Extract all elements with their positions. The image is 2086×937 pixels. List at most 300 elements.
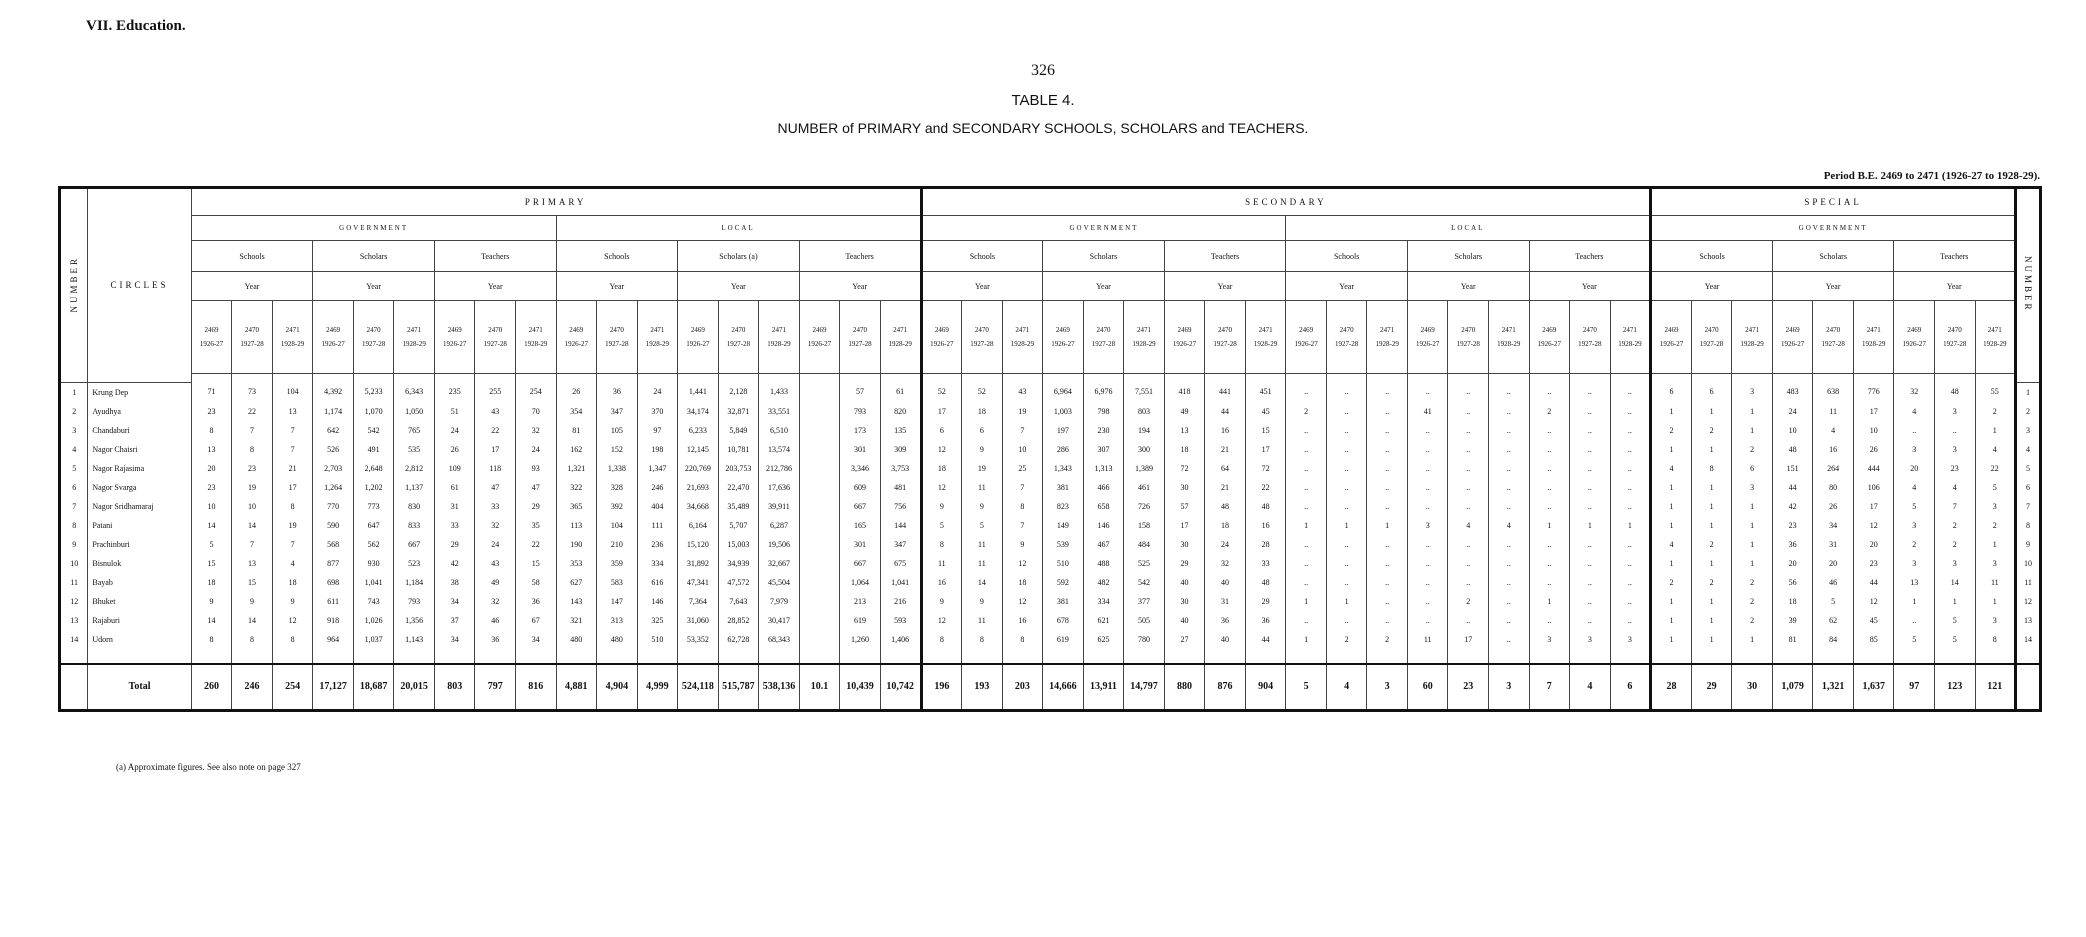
- total-cell: 4,999: [637, 664, 678, 711]
- data-cell: ..: [1367, 611, 1408, 630]
- year-column-header: [1448, 301, 1489, 374]
- header-spacer: [516, 374, 557, 383]
- data-cell: 152: [597, 440, 638, 459]
- data-cell: 3: [1732, 382, 1773, 402]
- total-number-cell-right: [2016, 664, 2041, 711]
- data-cell: 12: [921, 611, 962, 630]
- spacer-cell: [434, 649, 475, 664]
- header-spacer: [475, 374, 516, 383]
- table-row: [60, 440, 2041, 459]
- year-ad: 1927-28: [1334, 340, 1359, 348]
- data-cell: 2: [1691, 535, 1732, 554]
- data-cell: 593: [880, 611, 921, 630]
- data-cell: 334: [637, 554, 678, 573]
- data-cell: 12: [272, 611, 313, 630]
- total-cell: 20,015: [394, 664, 435, 711]
- data-cell: 236: [637, 535, 678, 554]
- total-cell: 5: [1286, 664, 1327, 711]
- data-cell: 444: [1853, 459, 1894, 478]
- spacer-cell: [1245, 649, 1286, 664]
- spacer-cell: [191, 649, 232, 664]
- spacer-cell: [799, 649, 840, 664]
- data-cell: 165: [840, 516, 881, 535]
- total-number-cell: [60, 664, 88, 711]
- data-cell: 18: [1002, 573, 1043, 592]
- data-cell: 562: [353, 535, 394, 554]
- year-column-header: [1975, 301, 2016, 374]
- data-cell: 743: [353, 592, 394, 611]
- data-cell: 48: [1934, 382, 1975, 402]
- data-cell: 481: [880, 478, 921, 497]
- data-cell: ..: [1529, 421, 1570, 440]
- data-cell: 526: [313, 440, 354, 459]
- data-cell: 8: [921, 630, 962, 649]
- data-cell: 619: [840, 611, 881, 630]
- header-spacer: [1448, 374, 1489, 383]
- data-cell: 5,707: [718, 516, 759, 535]
- header-spacer: [232, 374, 273, 383]
- data-cell: 48: [1205, 497, 1246, 516]
- data-cell: 877: [313, 554, 354, 573]
- year-column-header: [1286, 301, 1327, 374]
- data-cell: 765: [394, 421, 435, 440]
- data-cell: 7: [272, 535, 313, 554]
- data-cell: 583: [597, 573, 638, 592]
- spacer-cell: [516, 649, 557, 664]
- group-special: SPECIAL: [1651, 188, 2016, 216]
- data-cell: 2: [1691, 421, 1732, 440]
- total-cell: 7: [1529, 664, 1570, 711]
- total-cell: 17,127: [313, 664, 354, 711]
- data-cell: 1: [1651, 516, 1692, 535]
- year-be: 2469: [326, 326, 341, 334]
- year-be: 2469: [1542, 326, 1557, 334]
- spacer-cell: [1570, 649, 1611, 664]
- data-cell: 1: [1975, 421, 2016, 440]
- year-column-header: [1610, 301, 1651, 374]
- data-cell: ..: [1489, 402, 1530, 421]
- data-cell: 377: [1124, 592, 1165, 611]
- data-cell: 212,786: [759, 459, 800, 478]
- data-cell: 6: [1732, 459, 1773, 478]
- data-cell: 1: [1651, 402, 1692, 421]
- data-cell: 16: [1205, 421, 1246, 440]
- data-cell: 19: [232, 478, 273, 497]
- spacer-cell: [962, 649, 1003, 664]
- data-cell: 71: [191, 382, 232, 402]
- data-cell: 24: [1205, 535, 1246, 554]
- spacer-cell: [1529, 649, 1570, 664]
- year-column-header: [1570, 301, 1611, 374]
- data-cell: 9: [962, 497, 1003, 516]
- year-be: 2471: [1136, 326, 1151, 334]
- data-cell: ..: [1489, 573, 1530, 592]
- year-ad: 1926-27: [1416, 340, 1440, 348]
- data-cell: 16: [921, 573, 962, 592]
- data-cell: 34: [516, 630, 557, 649]
- data-cell: 23: [191, 478, 232, 497]
- spacer-cell: [394, 649, 435, 664]
- year-label: Year: [1043, 272, 1165, 301]
- data-cell: ..: [1610, 402, 1651, 421]
- year-be: 2470: [1218, 326, 1233, 334]
- data-cell: [799, 611, 840, 630]
- data-cell: 12: [921, 440, 962, 459]
- data-cell: 9: [962, 440, 1003, 459]
- row-number-right: 7: [2016, 497, 2041, 516]
- year-column-header: [759, 301, 800, 374]
- year-be: 2469: [1907, 326, 1922, 334]
- data-cell: 8: [232, 630, 273, 649]
- data-cell: 6,164: [678, 516, 719, 535]
- data-cell: ..: [1367, 440, 1408, 459]
- total-cell: 30: [1732, 664, 1773, 711]
- data-cell: 146: [1083, 516, 1124, 535]
- year-column-header: [799, 301, 840, 374]
- group-secondary: SECONDARY: [921, 188, 1651, 216]
- data-cell: 15: [232, 573, 273, 592]
- data-cell: 30: [1164, 478, 1205, 497]
- circle-name: Udorn: [88, 630, 191, 649]
- data-cell: 7: [1002, 516, 1043, 535]
- data-cell: ..: [1407, 459, 1448, 478]
- spacer-cell: [1813, 649, 1854, 664]
- data-cell: ..: [1407, 421, 1448, 440]
- year-be: 2470: [609, 326, 624, 334]
- table-row: [60, 402, 2041, 421]
- row-number: 5: [60, 459, 88, 478]
- data-cell: ..: [1529, 611, 1570, 630]
- data-cell: 404: [637, 497, 678, 516]
- data-cell: 26: [1853, 440, 1894, 459]
- data-cell: [799, 592, 840, 611]
- primary-local-header: LOCAL: [556, 216, 921, 241]
- data-cell: 32,667: [759, 554, 800, 573]
- data-cell: 24: [475, 535, 516, 554]
- year-ad: 1927-28: [1091, 340, 1116, 348]
- data-cell: 6,287: [759, 516, 800, 535]
- data-cell: ..: [1570, 382, 1611, 402]
- data-cell: 776: [1853, 382, 1894, 402]
- data-cell: 194: [1124, 421, 1165, 440]
- year-column-header: [232, 301, 273, 374]
- year-column-header: [191, 301, 232, 374]
- year-label: Year: [921, 272, 1043, 301]
- year-be: 2469: [1785, 326, 1800, 334]
- data-cell: 17: [921, 402, 962, 421]
- number-header-right: [2016, 188, 2041, 383]
- spacer-cell: [1043, 649, 1084, 664]
- data-cell: 210: [597, 535, 638, 554]
- data-cell: 1: [1326, 592, 1367, 611]
- year-be: 2470: [853, 326, 868, 334]
- data-cell: 1: [1691, 440, 1732, 459]
- data-cell: 11: [962, 535, 1003, 554]
- data-cell: 220,769: [678, 459, 719, 478]
- subcolumn-schools: Schools: [556, 241, 678, 272]
- year-be: 2470: [245, 326, 260, 334]
- data-cell: 611: [313, 592, 354, 611]
- data-cell: 26: [556, 382, 597, 402]
- year-column-header: [718, 301, 759, 374]
- row-number-right: 6: [2016, 478, 2041, 497]
- year-ad: 1927-28: [1578, 340, 1602, 348]
- data-cell: ..: [1570, 421, 1611, 440]
- header-spacer: [353, 374, 394, 383]
- data-cell: 22: [475, 421, 516, 440]
- data-cell: 173: [840, 421, 881, 440]
- data-cell: 35,489: [718, 497, 759, 516]
- subcolumn-teachers: Teachers: [1894, 241, 2016, 272]
- header-spacer: [1326, 374, 1367, 383]
- year-ad: 1928-29: [1618, 340, 1642, 348]
- year-column-header: [1894, 301, 1935, 374]
- data-cell: 347: [597, 402, 638, 421]
- data-cell: 51: [434, 402, 475, 421]
- header-spacer: [1245, 374, 1286, 383]
- data-cell: 12,145: [678, 440, 719, 459]
- data-cell: 1,433: [759, 382, 800, 402]
- data-cell: 451: [1245, 382, 1286, 402]
- data-cell: 7: [232, 421, 273, 440]
- data-cell: 47: [475, 478, 516, 497]
- data-cell: 5: [1934, 611, 1975, 630]
- data-cell: ..: [1570, 554, 1611, 573]
- data-cell: 2: [1975, 402, 2016, 421]
- data-cell: 12: [1853, 516, 1894, 535]
- data-cell: 20: [1772, 554, 1813, 573]
- data-cell: 203,753: [718, 459, 759, 478]
- data-cell: 1: [1651, 497, 1692, 516]
- data-cell: 4: [1813, 421, 1854, 440]
- data-cell: 24: [434, 421, 475, 440]
- data-cell: ..: [1448, 497, 1489, 516]
- spacer-cell: [1124, 649, 1165, 664]
- data-cell: 43: [475, 554, 516, 573]
- data-cell: 1,174: [313, 402, 354, 421]
- data-cell: ..: [1489, 592, 1530, 611]
- total-cell: 524,118: [678, 664, 719, 711]
- data-cell: 143: [556, 592, 597, 611]
- data-cell: 3: [1529, 630, 1570, 649]
- data-cell: ..: [1286, 611, 1327, 630]
- data-cell: [799, 402, 840, 421]
- data-cell: ..: [1448, 554, 1489, 573]
- data-cell: 11: [962, 554, 1003, 573]
- year-be: 2470: [1947, 326, 1962, 334]
- data-cell: ..: [1448, 402, 1489, 421]
- data-cell: 81: [556, 421, 597, 440]
- total-cell: 880: [1164, 664, 1205, 711]
- data-cell: 678: [1043, 611, 1084, 630]
- spacer-cell: [1691, 649, 1732, 664]
- data-cell: 147: [597, 592, 638, 611]
- data-cell: 34,939: [718, 554, 759, 573]
- data-cell: 52: [962, 382, 1003, 402]
- data-cell: 11: [921, 554, 962, 573]
- year-be: 2471: [771, 326, 786, 334]
- data-cell: 8: [272, 630, 313, 649]
- spacer-cell: [1407, 649, 1448, 664]
- table-row: [60, 497, 2041, 516]
- data-cell: 9: [962, 592, 1003, 611]
- total-cell: 1,079: [1772, 664, 1813, 711]
- data-cell: 17: [1853, 497, 1894, 516]
- data-cell: 833: [394, 516, 435, 535]
- spacer-cell: [232, 649, 273, 664]
- data-cell: ..: [1489, 497, 1530, 516]
- data-cell: ..: [1326, 402, 1367, 421]
- data-cell: ..: [1610, 421, 1651, 440]
- data-cell: 27: [1164, 630, 1205, 649]
- year-be: 2469: [569, 326, 584, 334]
- circle-name: Chandaburi: [88, 421, 191, 440]
- data-cell: 61: [880, 382, 921, 402]
- data-cell: 1,037: [353, 630, 394, 649]
- data-cell: 42: [1772, 497, 1813, 516]
- data-cell: 1: [1732, 630, 1773, 649]
- data-cell: 16: [1813, 440, 1854, 459]
- data-cell: 2: [1732, 440, 1773, 459]
- year-column-header: [678, 301, 719, 374]
- year-be: 2471: [1866, 326, 1881, 334]
- data-cell: 151: [1772, 459, 1813, 478]
- data-cell: 47,572: [718, 573, 759, 592]
- year-be: 2469: [1055, 326, 1070, 334]
- data-cell: ..: [1367, 478, 1408, 497]
- data-cell: ..: [1367, 535, 1408, 554]
- data-cell: 21: [272, 459, 313, 478]
- data-cell: 18: [1772, 592, 1813, 611]
- data-cell: ..: [1407, 592, 1448, 611]
- data-cell: 1: [1529, 516, 1570, 535]
- data-cell: 5,233: [353, 382, 394, 402]
- data-cell: 1: [1691, 554, 1732, 573]
- spacer-cell: [1975, 649, 2016, 664]
- data-cell: ..: [1407, 382, 1448, 402]
- header-spacer: [880, 374, 921, 383]
- data-cell: ..: [1286, 535, 1327, 554]
- spacer-cell: [597, 649, 638, 664]
- data-cell: 46: [1813, 573, 1854, 592]
- data-cell: 3: [1610, 630, 1651, 649]
- spacer-cell: [1286, 649, 1327, 664]
- total-cell: 121: [1975, 664, 2016, 711]
- data-cell: 31: [1205, 592, 1246, 611]
- data-cell: 1,064: [840, 573, 881, 592]
- data-cell: 1: [1691, 497, 1732, 516]
- data-cell: 5,849: [718, 421, 759, 440]
- data-cell: 7,643: [718, 592, 759, 611]
- data-cell: [799, 382, 840, 402]
- total-cell: 4: [1570, 664, 1611, 711]
- total-cell: 515,787: [718, 664, 759, 711]
- data-cell: 2: [1732, 573, 1773, 592]
- total-cell: 196: [921, 664, 962, 711]
- data-cell: 13: [191, 440, 232, 459]
- data-cell: 3: [1570, 630, 1611, 649]
- total-cell: 4,881: [556, 664, 597, 711]
- data-cell: 5: [1894, 630, 1935, 649]
- table-row: [60, 573, 2041, 592]
- data-cell: 2,812: [394, 459, 435, 478]
- total-cell: 13,911: [1083, 664, 1124, 711]
- data-cell: 28,852: [718, 611, 759, 630]
- data-cell: 1,137: [394, 478, 435, 497]
- year-column-header: [272, 301, 313, 374]
- data-cell: 44: [1772, 478, 1813, 497]
- data-cell: 21: [1205, 440, 1246, 459]
- year-column-header: [1367, 301, 1408, 374]
- total-cell: 10.1: [799, 664, 840, 711]
- data-cell: 11: [962, 611, 1003, 630]
- data-cell: 39,911: [759, 497, 800, 516]
- spacer-cell: [1489, 649, 1530, 664]
- data-cell: 6: [1651, 382, 1692, 402]
- circle-name: Ayudhya: [88, 402, 191, 421]
- data-cell: 6,233: [678, 421, 719, 440]
- data-cell: 17: [1245, 440, 1286, 459]
- data-cell: 6,510: [759, 421, 800, 440]
- data-cell: 34: [1813, 516, 1854, 535]
- data-cell: ..: [1367, 573, 1408, 592]
- data-cell: 1: [1651, 592, 1692, 611]
- data-cell: 381: [1043, 592, 1084, 611]
- data-cell: ..: [1407, 440, 1448, 459]
- section-heading: VII. Education.: [86, 18, 186, 34]
- row-number-right: 9: [2016, 535, 2041, 554]
- data-cell: 1: [1934, 592, 1975, 611]
- total-label: Total: [88, 664, 191, 711]
- year-label: Year: [799, 272, 921, 301]
- data-cell: 2: [1448, 592, 1489, 611]
- data-cell: 1: [1651, 478, 1692, 497]
- spacer-cell: [1772, 649, 1813, 664]
- data-cell: 381: [1043, 478, 1084, 497]
- data-cell: 16: [1245, 516, 1286, 535]
- data-cell: 36: [475, 630, 516, 649]
- data-cell: ..: [1448, 535, 1489, 554]
- table-row: [60, 630, 2041, 649]
- header-spacer: [1286, 374, 1327, 383]
- spacer-cell: [1367, 649, 1408, 664]
- data-cell: 13,574: [759, 440, 800, 459]
- data-cell: 300: [1124, 440, 1165, 459]
- total-cell: 4,904: [597, 664, 638, 711]
- year-column-header: [313, 301, 354, 374]
- year-column-header: [880, 301, 921, 374]
- data-cell: 144: [880, 516, 921, 535]
- data-cell: 30,417: [759, 611, 800, 630]
- data-cell: 1,264: [313, 478, 354, 497]
- data-cell: 15,120: [678, 535, 719, 554]
- data-cell: 1,441: [678, 382, 719, 402]
- total-cell: 797: [475, 664, 516, 711]
- data-cell: 2: [1732, 592, 1773, 611]
- data-cell: 41: [1407, 402, 1448, 421]
- year-ad: 1928-29: [1132, 340, 1156, 348]
- data-cell: 44: [1853, 573, 1894, 592]
- data-cell: ..: [1610, 573, 1651, 592]
- data-cell: 4: [1489, 516, 1530, 535]
- data-cell: 321: [556, 611, 597, 630]
- circle-name: Krung Dep: [88, 382, 191, 402]
- data-cell: 4: [1934, 478, 1975, 497]
- year-be: 2469: [934, 326, 949, 334]
- data-cell: 113: [556, 516, 597, 535]
- year-column-header: [840, 301, 881, 374]
- data-cell: ..: [1367, 402, 1408, 421]
